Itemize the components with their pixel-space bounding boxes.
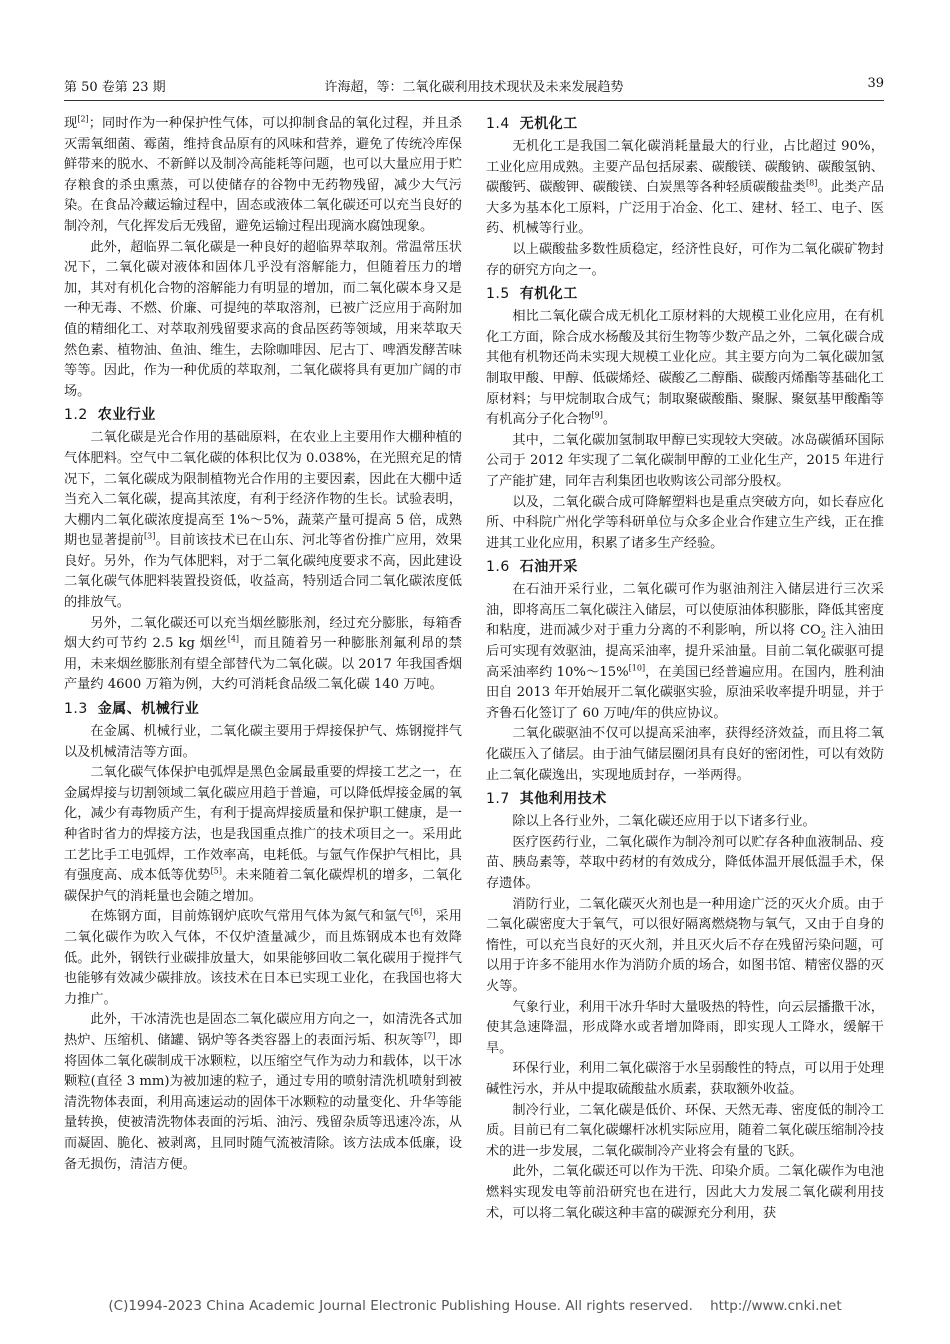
citation: [8] <box>806 178 818 188</box>
paragraph: 相比二氧化碳合成无机化工原材料的大规模工业化应用，在有机化工方面，除合成水杨酸及其衍生物等少数产品之外，二氧化碳合成其他有机物还尚未实现大规模工业化应。其主要方向为二氧化碳加氢制取甲酸、甲醇、低碳烯烃、碳酸乙二醇酯、碳酸丙烯酯等基础化工原材料；与甲烷制取合成气；制取聚碳酸酯、聚脲、聚氨基甲酸酯等有机高分子化合物[9]。 <box>486 309 884 428</box>
paragraph: 除以上各行业外，二氧化碳还应用于以下诸多行业。 <box>512 814 816 830</box>
header-divider <box>64 100 884 101</box>
paragraph: 此外，干冰清洗也是固态二氧化碳应用方向之一，如清洗各式加热炉、压缩机、储罐、锅炉等各类容器上的表面污垢、积灰等[7]，即将固体二氧化碳制成干冰颗粒，以压缩空气作为动力和载体，以干冰颗粒(直径 3 mm)为被加速的粒子，通过专用的喷射清洗机喷射到被清洗物体表面，利用高速运动的固体干冰颗粒的动量变化、升华等能量转换，使被清洗物体表面的污垢、油污、残留杂质等迅速冷冻，从而凝固、脆化、被剥离，且同时随气流被清除。该方法成本低廉，设备无损伤，清洁方便。 <box>64 1012 463 1172</box>
citation: [2] <box>77 114 89 124</box>
paragraph: 现[2]；同时作为一种保护性气体，可以抑制食品的氧化过程，并且杀灭需氧细菌、霉菌，维持食品原有的风味和营养，避免了传统冷库保鲜带来的脱水、不新鲜以及制冷高能耗等问题，也可以大量应用于贮存粮食的杀虫熏蒸，可以使储存的谷物中无药物残留，减少大气污染。在食品冷藏运输过程中，固态或液体二氧化碳还可以充当良好的制冷剂，气化挥发后无残留，避免运输过程出现滴水腐蚀现象。 <box>64 114 463 234</box>
journal-volume: 第 50 卷第 23 期 <box>64 80 166 95</box>
section-heading-1-5: 1.5 有机化工 <box>486 286 578 303</box>
citation: [4] <box>227 634 240 644</box>
paragraph: 以及，二氧化碳合成可降解塑料也是重点突破方向，如长春应化所、中科院广州化学等科研单位与众多企业合作建立生产线，正在推进其工业化应用，积累了诸多生产经验。 <box>486 494 884 551</box>
right-column <box>486 114 884 1224</box>
paragraph: 医疗医药行业，二氧化碳作为制冷剂可以贮存各种血液制品、疫苗、胰岛素等，萃取中药材的有效成分，降低体温开展低温手术，保存遗体。 <box>486 834 884 891</box>
section-heading-1-7: 1.7 其他利用技术 <box>486 791 607 808</box>
section-heading-1-2: 1.2 农业行业 <box>64 407 156 424</box>
paragraph: 消防行业，二氧化碳灭火剂也是一种用途广泛的灭火介质。由于二氧化碳密度大于氧气，可以很好隔离燃烧物与氧气，又由于自身的惰性，可以充当良好的灭火剂，并且灭火后不存在残留污染问题，可以用于许多不能用水作为消防介质的场合，如图书馆、精密仪器的灭火等。 <box>486 896 884 994</box>
running-header <box>64 76 884 98</box>
paragraph: 二氧化碳驱油不仅可以提高采油率，获得经济效益，而且将二氧化碳压入了储层。由于油气储层圈闭具有良好的密闭性，可以有效防止二氧化碳逸出，实现地质封存，一举两得。 <box>486 726 884 783</box>
citation: [6] <box>410 907 422 917</box>
paragraph: 无机化工是我国二氧化碳消耗量最大的行业，占比超过 90%，工业化应用成熟。主要产品包括尿素、碳酸镁、碳酸钠、碳酸氢钠、碳酸钙、碳酸钾、碳酸镁、白炭黑等各种轻质碳酸盐类[8]。此类产品大多为基本化工原料，广泛用于冶金、化工、建材、轻工、电子、医药、机械等行业。 <box>486 139 885 237</box>
section-heading-1-4: 1.4 无机化工 <box>486 116 578 132</box>
subscript: 2 <box>820 631 826 641</box>
paragraph: 在金属、机械行业，二氧化碳主要用于焊接保护气、炼钢搅拌气以及机械清洁等方面。 <box>64 724 462 760</box>
paragraph: 在炼钢方面，目前炼钢炉底吹气常用气体为氮气和氩气[6]，采用二氧化碳作为吹入气体，不仅炉渣量减少，而且炼钢成本也有效降低。此外，钢铁行业碳排放量大，如果能够回收二氧化碳用于搅拌气也能够有效减少碳排放。该技术在日本已实现工业化，在我国也将大力推广。 <box>64 907 462 1007</box>
citation: [7] <box>424 1031 436 1041</box>
paragraph: 环保行业，利用二氧化碳溶于水呈弱酸性的特点，可以用于处理碱性污水，并从中提取硫酸盐水质素，获取额外收益。 <box>486 1061 884 1097</box>
paragraph: 另外，二氧化碳还可以充当烟丝膨胀剂，经过充分膨胀，每箱香烟大约可节约 2.5 kg 烟丝[4]，而且随着另一种膨胀剂氟利昂的禁用，未来烟丝膨胀剂有望全部替代为二氧化碳。以 2017 年我国香烟产量约 4600 万箱为例，大约可消耗食品级二氧化碳 140 万吨。 <box>64 615 463 693</box>
citation: [5] <box>210 866 223 876</box>
citation: [3] <box>144 531 156 541</box>
citation: [10] <box>628 663 646 673</box>
paragraph: 制冷行业，二氧化碳是低价、环保、天然无毒、密度低的制冷工质。目前已有二氧化碳螺杆冰机实际应用，随着二氧化碳压缩制冷技术的进一步发展，二氧化碳制冷产业将会有量的飞跃。 <box>486 1102 884 1159</box>
copyright-footer: (C)1994-2023 China Academic Journal Electronic Publishing House. All rights reserved. http://www.cnki.net <box>108 1298 842 1314</box>
page-number: 39 <box>867 76 884 91</box>
article-running-title: 许海超，等：二氧化碳利用技术现状及未来发展趋势 <box>324 80 624 95</box>
citation: [9] <box>591 410 603 420</box>
paragraph: 其中，二氧化碳加氢制取甲醇已实现较大突破。冰岛碳循环国际公司于 2012 年实现了二氧化碳制甲醇的工业化生产，2015 年进行了产能扩建，同年吉利集团也收购该公司部分股权。 <box>486 432 884 489</box>
paragraph: 气象行业，利用干冰升华时大量吸热的特性，向云层播撒干冰，使其急速降温，形成降水或者增加降雨，即实现人工降水，缓解干旱。 <box>486 999 884 1056</box>
section-heading-1-3: 1.3 金属、机械行业 <box>64 701 200 718</box>
paragraph: 以上碳酸盐多数性质稳定，经济性良好，可作为二氧化碳矿物封存的研究方向之一。 <box>486 241 884 278</box>
paragraph: 二氧化碳气体保护电弧焊是黑色金属最重要的焊接工艺之一，在金属焊接与切割领域二氧化碳应用趋于普遍，可以降低焊接金属的氧化，减少有毒物质产生，有利于提高焊接质量和保护职工健康，是一种省时省力的焊接方法，也是我国重点推广的技术项目之一。采用此工艺比手工电弧焊，工作效率高，电耗低。与氩气作保护气相比，具有强度高、成本低等优势[5]。未来随着二氧化碳焊机的增多，二氧化碳保护气的消耗量也会随之增加。 <box>64 765 463 904</box>
left-column <box>64 114 462 1175</box>
paragraph: 此外，二氧化碳还可以作为干洗、印染介质。二氧化碳作为电池燃料实现发电等前沿研究也在进行，因此大力发展二氧化碳利用技术，可以将二氧化碳这种丰富的碳源充分利用，获 <box>486 1164 884 1221</box>
paragraph: 二氧化碳是光合作用的基础原料，在农业上主要用作大棚种植的气体肥料。空气中二氧化碳的体积比仅为 0.038%，在光照充足的情况下，二氧化碳成为限制植物光合作用的主要因素，因此在大棚中适当充入二氧化碳，提高其浓度，有利于经济作物的生长。试验表明，大棚内二氧化碳浓度提高至 1%～5%，蔬菜产量可提高 5 倍，成熟期也显著提前[3]。目前该技术已在山东、河北等省份推广应用，效果良好。另外，作为气体肥料，对于二氧化碳纯度要求不高，因此建设二氧化碳气体肥料装置投资低，收益高，特别适合同二氧化碳浓度低的排放气。 <box>64 430 463 611</box>
section-heading-1-6: 1.6 石油开采 <box>486 559 578 576</box>
paragraph: 在石油开采行业，二氧化碳可作为驱油剂注入储层进行三次采油，即将高压二氧化碳注入储层，可以使原油体积膨胀，降低其密度和粘度，进而减少对于重力分离的不利影响，所以将 $CO_2$ 注入油田后可实现有效驱油，提高采油率，提升采油量。目前二氧化碳驱可提高采油率约 10%～15%[10]，在美国已经普遍应用。在国内，胜利油田自 2013 年开始展开二氧化碳驱实验，原油采收率提升明显，并于齐鲁石化签订了 60 万吨/年的供应协议。 <box>486 582 885 721</box>
paragraph: 此外，超临界二氧化碳是一种良好的超临界萃取剂。常温常压状况下，二氧化碳对液体和固体几乎没有溶解能力，但随着压力的增加，其对有机化合物的溶解能力有明显的增加，而二氧化碳本身又是一种无毒、不燃、价廉、可提纯的萃取溶剂，已被广泛应用于高附加值的精细化工、对萃取剂残留要求高的食品医药等领域，用来萃取天然色素、植物油、鱼油、维生，去除咖啡因、尼古丁、啤酒发酵苦味等等。因此，作为一种优质的萃取剂，二氧化碳将具有更加广阔的市场。 <box>64 239 462 399</box>
